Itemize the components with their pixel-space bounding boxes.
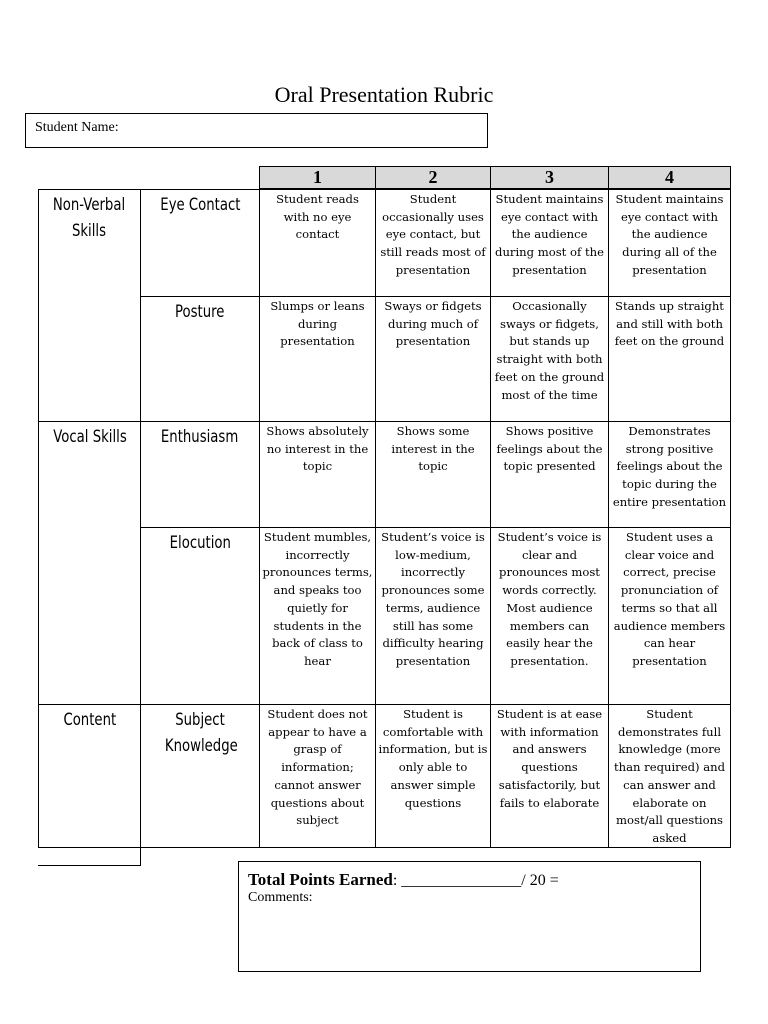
desc-elocution-3: Student’s voice is clear and pronounces most words correctly. Most audience members can easily hear the presentation. <box>490 527 609 705</box>
desc-eye-contact-1: Student reads with no eye contact <box>259 189 376 297</box>
desc-eye-contact-3: Student maintains eye contact with the audience during most of the presentation <box>490 189 609 297</box>
score-header-2: 2 <box>375 166 491 189</box>
total-points-blank: : _______________/ 20 = <box>392 872 559 889</box>
desc-posture-3: Occasionally sways or fidgets, but stands up straight with both feet on the ground most of the time <box>490 296 609 422</box>
desc-subject-knowledge-2: Student is comfortable with information, but is only able to answer simple questions <box>375 704 491 848</box>
student-name-field[interactable] <box>25 113 488 148</box>
stray-vertical-line <box>140 847 141 866</box>
desc-eye-contact-2: Student occasionally uses eye contact, but still reads most of presentation <box>375 189 491 297</box>
desc-elocution-4: Student uses a clear voice and correct, precise pronunciation of terms so that all audience members can hear presentation <box>608 527 731 705</box>
score-header-4: 4 <box>608 166 731 189</box>
page-title: Oral Presentation Rubric <box>274 82 494 107</box>
criterion-posture: Posture <box>140 296 260 422</box>
comments-label: Comments: <box>248 890 313 905</box>
category-content: Content <box>38 704 141 848</box>
score-header-1: 1 <box>259 166 376 189</box>
student-name-label: Student Name: <box>35 120 119 135</box>
desc-enthusiasm-1: Shows absolutely no interest in the topic <box>259 421 376 528</box>
desc-eye-contact-4: Student maintains eye contact with the audience during all of the presentation <box>608 189 731 297</box>
desc-posture-4: Stands up straight and still with both feet on the ground <box>608 296 731 422</box>
criterion-enthusiasm: Enthusiasm <box>140 421 260 528</box>
total-points-box[interactable] <box>238 861 701 972</box>
desc-elocution-2: Student’s voice is low-medium, incorrectly pronounces some terms, audience still has some difficulty hearing presentation <box>375 527 491 705</box>
desc-subject-knowledge-3: Student is at ease with information and answers questions satisfactorily, but fails to elaborate <box>490 704 609 848</box>
total-points-label: Total Points Earned <box>248 870 393 889</box>
desc-enthusiasm-4: Demonstrates strong positive feelings about the topic during the entire presentation <box>608 421 731 528</box>
category-vocal-skills: Vocal Skills <box>38 421 141 705</box>
criterion-eye-contact: Eye Contact <box>140 189 260 297</box>
score-header-3: 3 <box>490 166 609 189</box>
stray-horizontal-line <box>38 865 141 866</box>
desc-posture-1: Slumps or leans during presentation <box>259 296 376 422</box>
desc-subject-knowledge-1: Student does not appear to have a grasp of information; cannot answer questions about subject <box>259 704 376 848</box>
desc-enthusiasm-2: Shows some interest in the topic <box>375 421 491 528</box>
category-non-verbal-skills: Non-Verbal Skills <box>38 189 141 422</box>
desc-elocution-1: Student mumbles, incorrectly pronounces terms, and speaks too quietly for students in the back of class to hear <box>259 527 376 705</box>
criterion-elocution: Elocution <box>140 527 260 705</box>
desc-posture-2: Sways or fidgets during much of presentation <box>375 296 491 422</box>
desc-subject-knowledge-4: Student demonstrates full knowledge (more than required) and can answer and elaborate on most/all questions asked <box>608 704 731 848</box>
criterion-subject-knowledge: Subject Knowledge <box>140 704 260 848</box>
desc-enthusiasm-3: Shows positive feelings about the topic presented <box>490 421 609 528</box>
